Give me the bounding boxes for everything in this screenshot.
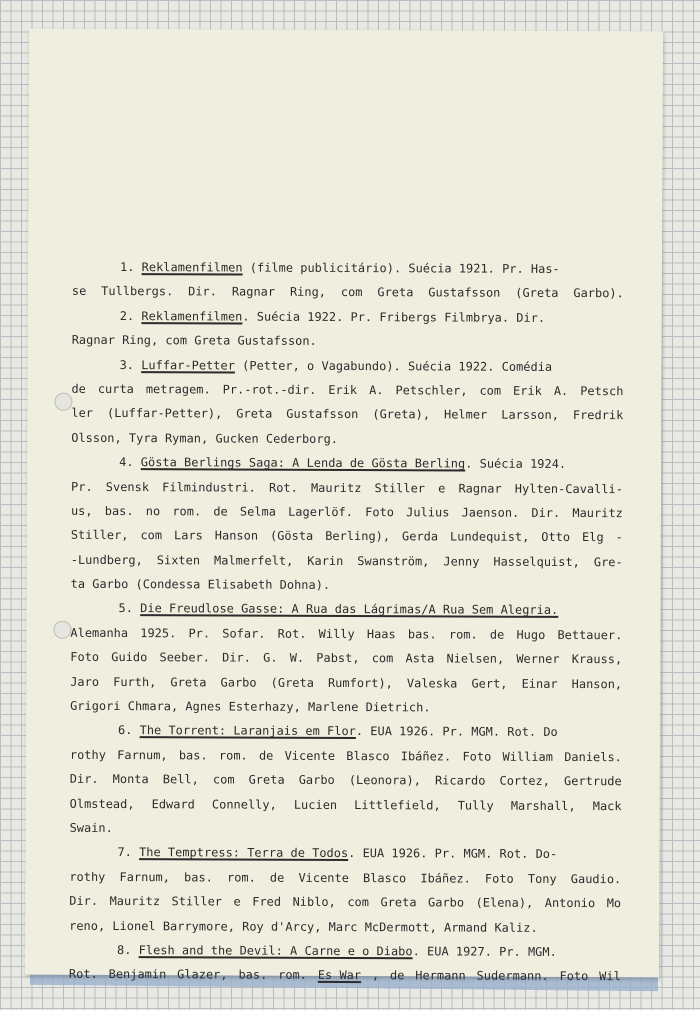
- word: de: [389, 968, 405, 983]
- underlined-title: Die Freudlose Gasse: A Rua das Lágrimas/A Rua Sem Alegria.: [140, 601, 559, 618]
- word: Gertrude: [564, 774, 622, 789]
- word: Haas: [366, 626, 396, 642]
- word: Seeber.: [159, 650, 211, 665]
- text-line: [72, 279, 624, 306]
- word: bas.: [184, 870, 213, 885]
- word: rothy: [69, 747, 106, 762]
- word: e: [233, 894, 241, 909]
- word: Ragnar: [231, 284, 276, 300]
- word: Gaudio.: [570, 871, 622, 886]
- word: Antonio: [544, 896, 596, 911]
- word: Filmindustri.: [162, 479, 256, 495]
- word: Hasselquist,: [493, 554, 580, 569]
- word: Guido: [111, 650, 148, 665]
- underlined-title: Luffar-Petter: [141, 357, 235, 373]
- word: Pr.: [188, 626, 211, 641]
- word: Niblo,: [292, 894, 336, 910]
- text-line: [69, 889, 621, 916]
- underlined-title: The Temptress: Terra de Todos: [139, 845, 349, 861]
- word: Cortez,: [499, 773, 551, 789]
- word: Karin: [307, 553, 344, 568]
- word: William: [502, 749, 554, 764]
- underlined-title: Reklamenfilmen: [141, 260, 243, 275]
- word: Mauritz: [572, 505, 623, 521]
- word: Lucien: [293, 797, 338, 812]
- text-line: [71, 572, 623, 599]
- word: Foto: [484, 871, 514, 886]
- text-segment: . Suécia 1924.: [465, 456, 567, 472]
- word: Garbo: [298, 773, 335, 788]
- text-segment: Olsson, Tyra Ryman, Gucken Cederborg.: [71, 430, 339, 446]
- word: Rumfort),: [327, 675, 393, 690]
- underlined-title: Reklamenfilmen: [141, 308, 243, 324]
- word: Dir.: [188, 284, 218, 299]
- word: Dir.: [531, 505, 561, 520]
- text-segment: (Petter, o Vagabundo). Suécia 1922. Comédia: [234, 358, 553, 374]
- word: e: [438, 480, 446, 495]
- word: W.: [289, 651, 305, 666]
- word: Mauritz: [310, 480, 362, 495]
- word: Swanström,: [357, 553, 430, 569]
- text-line: [70, 694, 622, 721]
- word: Svensk: [105, 479, 150, 494]
- word: -Lundberg,: [70, 552, 143, 567]
- word: (Gösta: [269, 528, 314, 544]
- text-segment: Swain.: [69, 820, 113, 835]
- word: Connelly,: [211, 797, 277, 812]
- word: Hylten-Cavalli-: [514, 481, 624, 496]
- text-segment: 8.: [117, 942, 139, 958]
- underlined-title: The Torrent: Laranjais em Flor: [139, 723, 356, 739]
- word: Sofar.: [222, 626, 266, 641]
- word: Farnum,: [117, 747, 168, 763]
- word: Glazer,: [177, 967, 228, 982]
- filmography-text: [69, 255, 624, 989]
- word: Alemanha: [70, 625, 129, 640]
- word: Tully: [457, 798, 494, 813]
- word: Stiller,: [70, 528, 129, 543]
- text-line: [71, 450, 623, 477]
- text-line: [71, 426, 623, 453]
- text-segment: 3.: [119, 357, 142, 372]
- word: metragem.: [145, 382, 211, 397]
- word: Erik: [328, 382, 358, 398]
- word: Bell,: [162, 772, 199, 787]
- text-line: [69, 865, 621, 892]
- text-line: [70, 743, 622, 770]
- word: Tullbergs.: [101, 284, 174, 299]
- text-line: [70, 645, 622, 672]
- word: com: [140, 528, 163, 543]
- text-line: [69, 962, 621, 989]
- word: Helmer: [443, 407, 488, 422]
- punch-hole-upper: [54, 393, 72, 411]
- word: Greta: [248, 772, 285, 787]
- word: Daniels.: [564, 749, 622, 765]
- word: Pr.-rot.-dir.: [222, 382, 317, 397]
- underlined-title: Gösta Berlings Saga: A Lenda de Gösta Berling: [140, 455, 466, 471]
- text-segment: Ragnar Ring, com Greta Gustafsson.: [71, 332, 317, 349]
- text-line: [70, 767, 622, 794]
- word: Otto: [541, 530, 571, 545]
- punch-hole-lower: [53, 621, 71, 639]
- word: Foto: [462, 749, 492, 764]
- word: Hanson: [214, 528, 259, 543]
- word: A.: [369, 383, 384, 398]
- text-segment: 7.: [117, 845, 140, 860]
- word: Jenny: [443, 554, 480, 569]
- word: Garbo: [220, 675, 257, 690]
- word: de: [71, 381, 86, 396]
- word: (Leonora),: [348, 773, 421, 788]
- text-segment: . EUA 1926. Pr. MGM. Rot. Do-: [348, 846, 558, 862]
- word: ,: [371, 968, 380, 983]
- word: Sixten: [156, 552, 201, 568]
- word: A.: [553, 383, 569, 398]
- word: no: [145, 504, 161, 519]
- word: Tony: [527, 871, 557, 886]
- word: Gre-: [593, 554, 623, 569]
- word: Gustafsson: [428, 285, 501, 301]
- word: Jaenson.: [461, 505, 520, 520]
- word: Edward: [151, 796, 195, 811]
- word: Stiller: [171, 894, 223, 909]
- word: (Greta: [515, 286, 559, 301]
- text-line: [70, 816, 622, 843]
- word: ler: [71, 406, 94, 421]
- word: Greta: [170, 674, 207, 690]
- word: -: [615, 530, 623, 545]
- word: Mack: [592, 798, 622, 813]
- word: Bettauer.: [557, 627, 623, 643]
- word: curta: [97, 381, 134, 397]
- word: Mauritz: [109, 894, 161, 909]
- text-line: [70, 718, 622, 745]
- text-segment: reno, Lionel Barrymore, Roy d'Arcy, Marc McDermott, Armand Kaliz.: [69, 918, 538, 935]
- word: Littlefield,: [354, 797, 441, 813]
- word: Asta: [405, 651, 435, 666]
- word: rothy: [69, 869, 106, 884]
- word: Nielsen,: [446, 651, 505, 666]
- word: (Elena),: [475, 895, 534, 910]
- word: com: [479, 383, 502, 398]
- word: Mo: [606, 896, 622, 911]
- word: 1925.: [140, 625, 177, 641]
- text-line: [69, 913, 621, 940]
- word: com: [212, 772, 235, 787]
- word: com: [340, 285, 363, 300]
- word: Dir.: [222, 650, 252, 665]
- word: rom.: [448, 627, 478, 642]
- text-segment: . EUA 1927. Pr. MGM.: [412, 944, 557, 959]
- word: Furth,: [113, 674, 157, 689]
- text-line: [71, 401, 623, 428]
- word: Krauss,: [571, 652, 623, 667]
- word: Valeska: [406, 675, 458, 691]
- word: Erik: [513, 383, 542, 398]
- word: Fredrik: [572, 408, 624, 423]
- word: bas.: [104, 503, 134, 518]
- text-line: [71, 377, 623, 404]
- word: Ring,: [289, 285, 327, 300]
- word: rom.: [278, 968, 308, 983]
- word: rom.: [226, 870, 256, 885]
- word: Dir.: [69, 772, 99, 787]
- text-line: [71, 547, 623, 574]
- word: com: [347, 895, 370, 910]
- word: Fred: [252, 894, 282, 909]
- word: Dir.: [69, 893, 99, 909]
- text-segment: . Suécia 1922. Pr. Fribergs Filmbrya. Dir.: [242, 309, 546, 325]
- text-line: [71, 499, 623, 526]
- text-segment: 6.: [117, 723, 140, 738]
- word: Werner: [516, 652, 560, 667]
- word: Hanson,: [571, 676, 623, 691]
- word: Elg: [582, 530, 604, 545]
- word: Lundequist,: [450, 529, 530, 545]
- word: Rot.: [68, 967, 98, 982]
- text-line: [72, 304, 624, 331]
- underlined-title: Flesh and the Devil: A Carne e o Diabo: [138, 943, 413, 959]
- word: Hermann: [415, 968, 466, 983]
- text-segment: 1.: [119, 260, 142, 275]
- word: Gert,: [471, 676, 508, 691]
- text-segment: Grigori Chmara, Agnes Esterhazy, Marlene Dietrich.: [70, 698, 431, 715]
- text-segment: 4.: [119, 455, 141, 470]
- word: Farnum,: [119, 869, 171, 885]
- text-line: [69, 938, 621, 965]
- text-line: [70, 596, 622, 623]
- word: Stiller: [374, 480, 426, 495]
- word: (Greta),: [372, 407, 431, 422]
- word: Benjamin: [108, 967, 167, 982]
- word: Garbo: [428, 895, 465, 910]
- word: bas.: [178, 748, 208, 763]
- word: Wil: [599, 969, 621, 984]
- word: rom.: [172, 504, 202, 519]
- word: us,: [70, 503, 93, 518]
- underlined-title: Es War: [317, 968, 362, 983]
- word: Larsson,: [501, 408, 559, 423]
- text-segment: 2.: [119, 308, 142, 323]
- text-line: [69, 840, 621, 867]
- word: Julius: [406, 505, 450, 520]
- text-segment: ta Garbo (Condessa Elisabeth Dohna).: [70, 576, 331, 593]
- word: Willy: [318, 626, 355, 641]
- word: Petsch: [580, 383, 624, 399]
- word: Greta: [380, 895, 417, 910]
- word: (Greta: [270, 675, 314, 690]
- word: Ibáñez.: [420, 871, 471, 886]
- word: Pabst,: [316, 651, 360, 666]
- word: de: [258, 748, 274, 763]
- word: Gustafsson: [286, 407, 359, 422]
- word: G.: [263, 650, 278, 665]
- text-line: [72, 328, 624, 355]
- word: Selma: [239, 504, 276, 519]
- word: Vicente: [298, 870, 349, 885]
- text-line: [72, 352, 624, 379]
- word: Blasco: [362, 870, 407, 886]
- word: Lars: [174, 528, 203, 543]
- word: Blasco: [346, 748, 390, 764]
- word: Greta: [377, 285, 414, 300]
- text-line: [71, 523, 623, 550]
- word: de: [213, 504, 228, 519]
- word: rom.: [218, 748, 248, 763]
- word: Rot.: [277, 626, 307, 641]
- word: Foto: [559, 969, 589, 984]
- text-segment: (filme publicitário). Suécia 1921. Pr. Has-: [242, 260, 560, 276]
- word: Garbo).: [573, 286, 624, 301]
- word: bas.: [238, 967, 268, 982]
- word: de: [269, 870, 285, 885]
- word: Ricardo: [434, 773, 486, 788]
- word: Ibáñez.: [400, 749, 452, 764]
- word: com: [371, 651, 394, 666]
- typewritten-page: [25, 29, 663, 984]
- word: Marshall,: [510, 798, 576, 813]
- text-line: [70, 791, 622, 818]
- word: Greta: [236, 406, 273, 422]
- text-segment: 5.: [118, 601, 141, 616]
- word: Ragnar: [458, 481, 502, 496]
- word: Monta: [112, 772, 149, 787]
- word: Sudermann.: [476, 968, 549, 984]
- word: Gerda: [402, 529, 439, 544]
- word: Vicente: [284, 748, 336, 763]
- word: bas.: [407, 627, 437, 642]
- word: Berling),: [325, 529, 391, 544]
- text-line: [70, 669, 622, 696]
- word: Foto: [70, 650, 100, 665]
- word: Lagerlöf.: [288, 504, 354, 519]
- word: Pr.: [71, 479, 93, 494]
- word: Rot.: [268, 480, 298, 495]
- word: Hugo: [516, 627, 546, 642]
- text-segment: . EUA 1926. Pr. MGM. Rot. Do: [355, 724, 558, 740]
- word: Einar: [521, 676, 558, 691]
- word: (Luffar-Petter),: [106, 406, 223, 421]
- word: Foto: [365, 504, 395, 520]
- word: Jaro: [70, 674, 100, 689]
- text-line: [71, 474, 623, 501]
- text-line: [72, 255, 624, 282]
- word: se: [71, 284, 87, 299]
- text-line: [70, 621, 622, 648]
- word: Petschler,: [395, 383, 468, 398]
- word: Olmstead,: [69, 796, 135, 811]
- word: de: [489, 627, 505, 642]
- word: Malmerfelt,: [214, 553, 294, 568]
